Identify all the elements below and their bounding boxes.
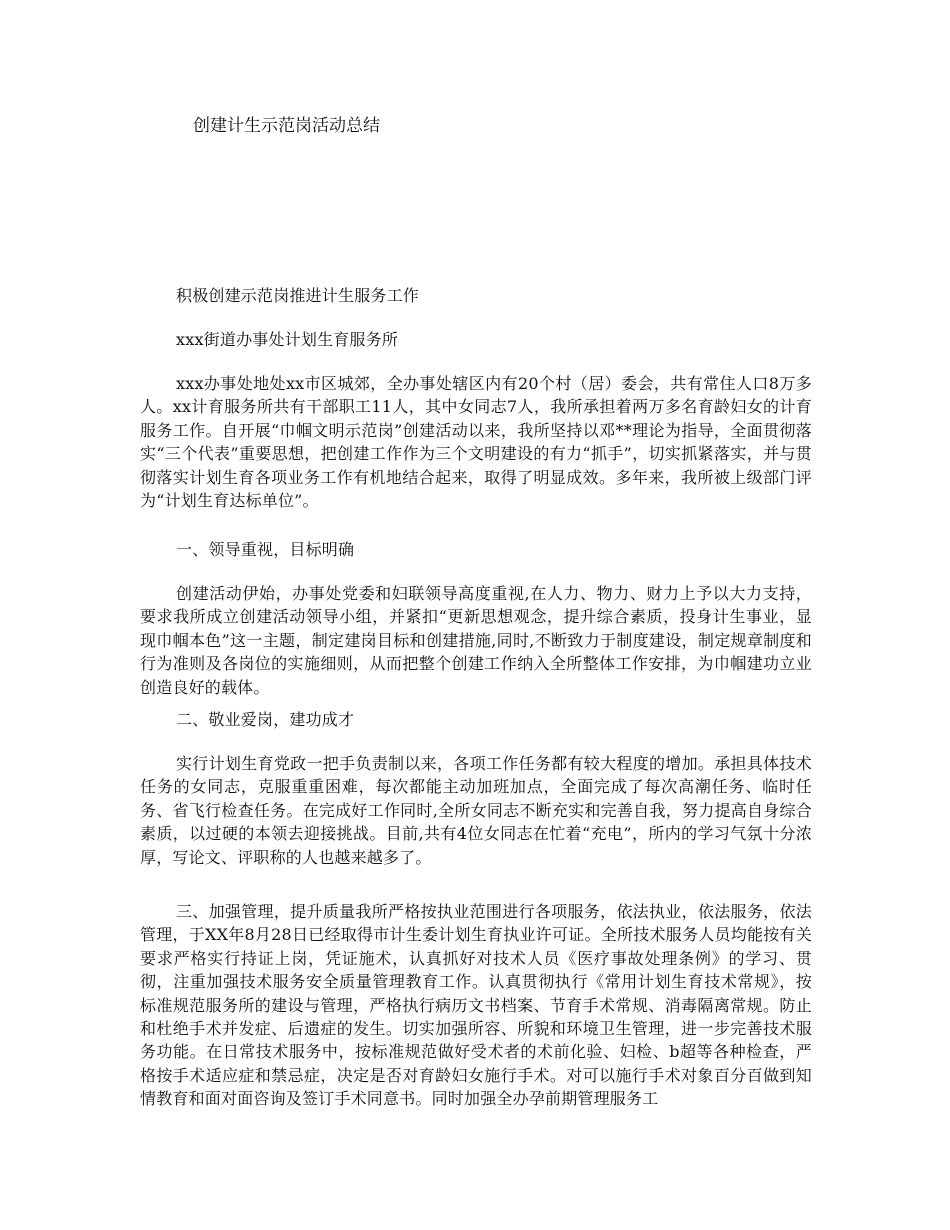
document-title: 创建计生示范岗活动总结 (193, 116, 380, 136)
section-2-heading: 二、敬业爱岗，建功成才 (176, 710, 355, 729)
section-1-heading: 一、领导重视，目标明确 (176, 540, 355, 559)
document-subtitle: 积极创建示范岗推进计生服务工作 (176, 286, 420, 305)
section-1-paragraph: 创建活动伊始，办事处党委和妇联领导高度重视,在人力、物力、财力上予以大力支持，要求我所成立创建活动领导小组，并紧扣“更新思想观念，提升综合素质，投身计生事业，显现巾帼本色”这一主题，制定建岗目标和创建措施,同时,不断致力于制度建设，制定规章制度和行为准则及各岗位的实施细则，从而把整个创建工作纳入全所整体工作安排，为巾帼建功立业创造良好的载体。 (140, 584, 812, 697)
intro-paragraph: xxx办事处地处xx市区城郊，全办事处辖区内有20个村（居）委会，共有常住人口8万多人。xx计育服务所共有干部职工11人，其中女同志7人，我所承担着两万多名育龄妇女的计育服务工作。自开展“巾帼文明示范岗”创建活动以来，我所坚持以邓**理论为指导，全面贯彻落实“三个代表”重要思想，把创建工作作为三个文明建设的有力“抓手”，切实抓紧落实，并与贯彻落实计划生育各项业务工作有机地结合起来，取得了明显成效。多年来，我所被上级部门评为“计划生育达标单位”。 (140, 374, 812, 511)
section-3-paragraph: 三、加强管理，提升质量我所严格按执业范围进行各项服务，依法执业，依法服务，依法管理，于XX年8月28日已经取得市计生委计划生育执业许可证。全所技术服务人员均能按有关要求严格实行持证上岗，凭证施术，认真抓好对技术人员《医疗事故处理条例》的学习、贯彻，注重加强技术服务安全质量管理教育工作。认真贯彻执行《常用计划生育技术常规》，按标准规范服务所的建设与管理，严格执行病历文书档案、节育手术常规、消毒隔离常规。防止和杜绝手术并发症、后遗症的发生。切实加强所容、所貌和环境卫生管理，进一步完善技术服务功能。在日常技术服务中，按标准规范做好受术者的术前化验、妇检、b超等各种检查，严格按手术适应症和禁忌症，决定是否对育龄妇女施行手术。对可以施行手术对象百分百做到知情教育和面对面咨询及签订手术同意书。同时加强全办孕前期管理服务工 (140, 902, 812, 1109)
section-2-paragraph: 实行计划生育党政一把手负责制以来，各项工作任务都有较大程度的增加。承担具体技术任务的女同志，克服重重困难，每次都能主动加班加点，全面完成了每次高潮任务、临时任务、省飞行检查任务。在完成好工作同时,全所女同志不断充实和完善自我，努力提高自身综合素质，以过硬的本领去迎接挑战。目前,共有4位女同志在忙着“充电”，所内的学习气氛十分浓厚，写论文、评职称的人也越来越多了。 (140, 754, 812, 867)
organization-name: xxx街道办事处计划生育服务所 (176, 330, 399, 349)
